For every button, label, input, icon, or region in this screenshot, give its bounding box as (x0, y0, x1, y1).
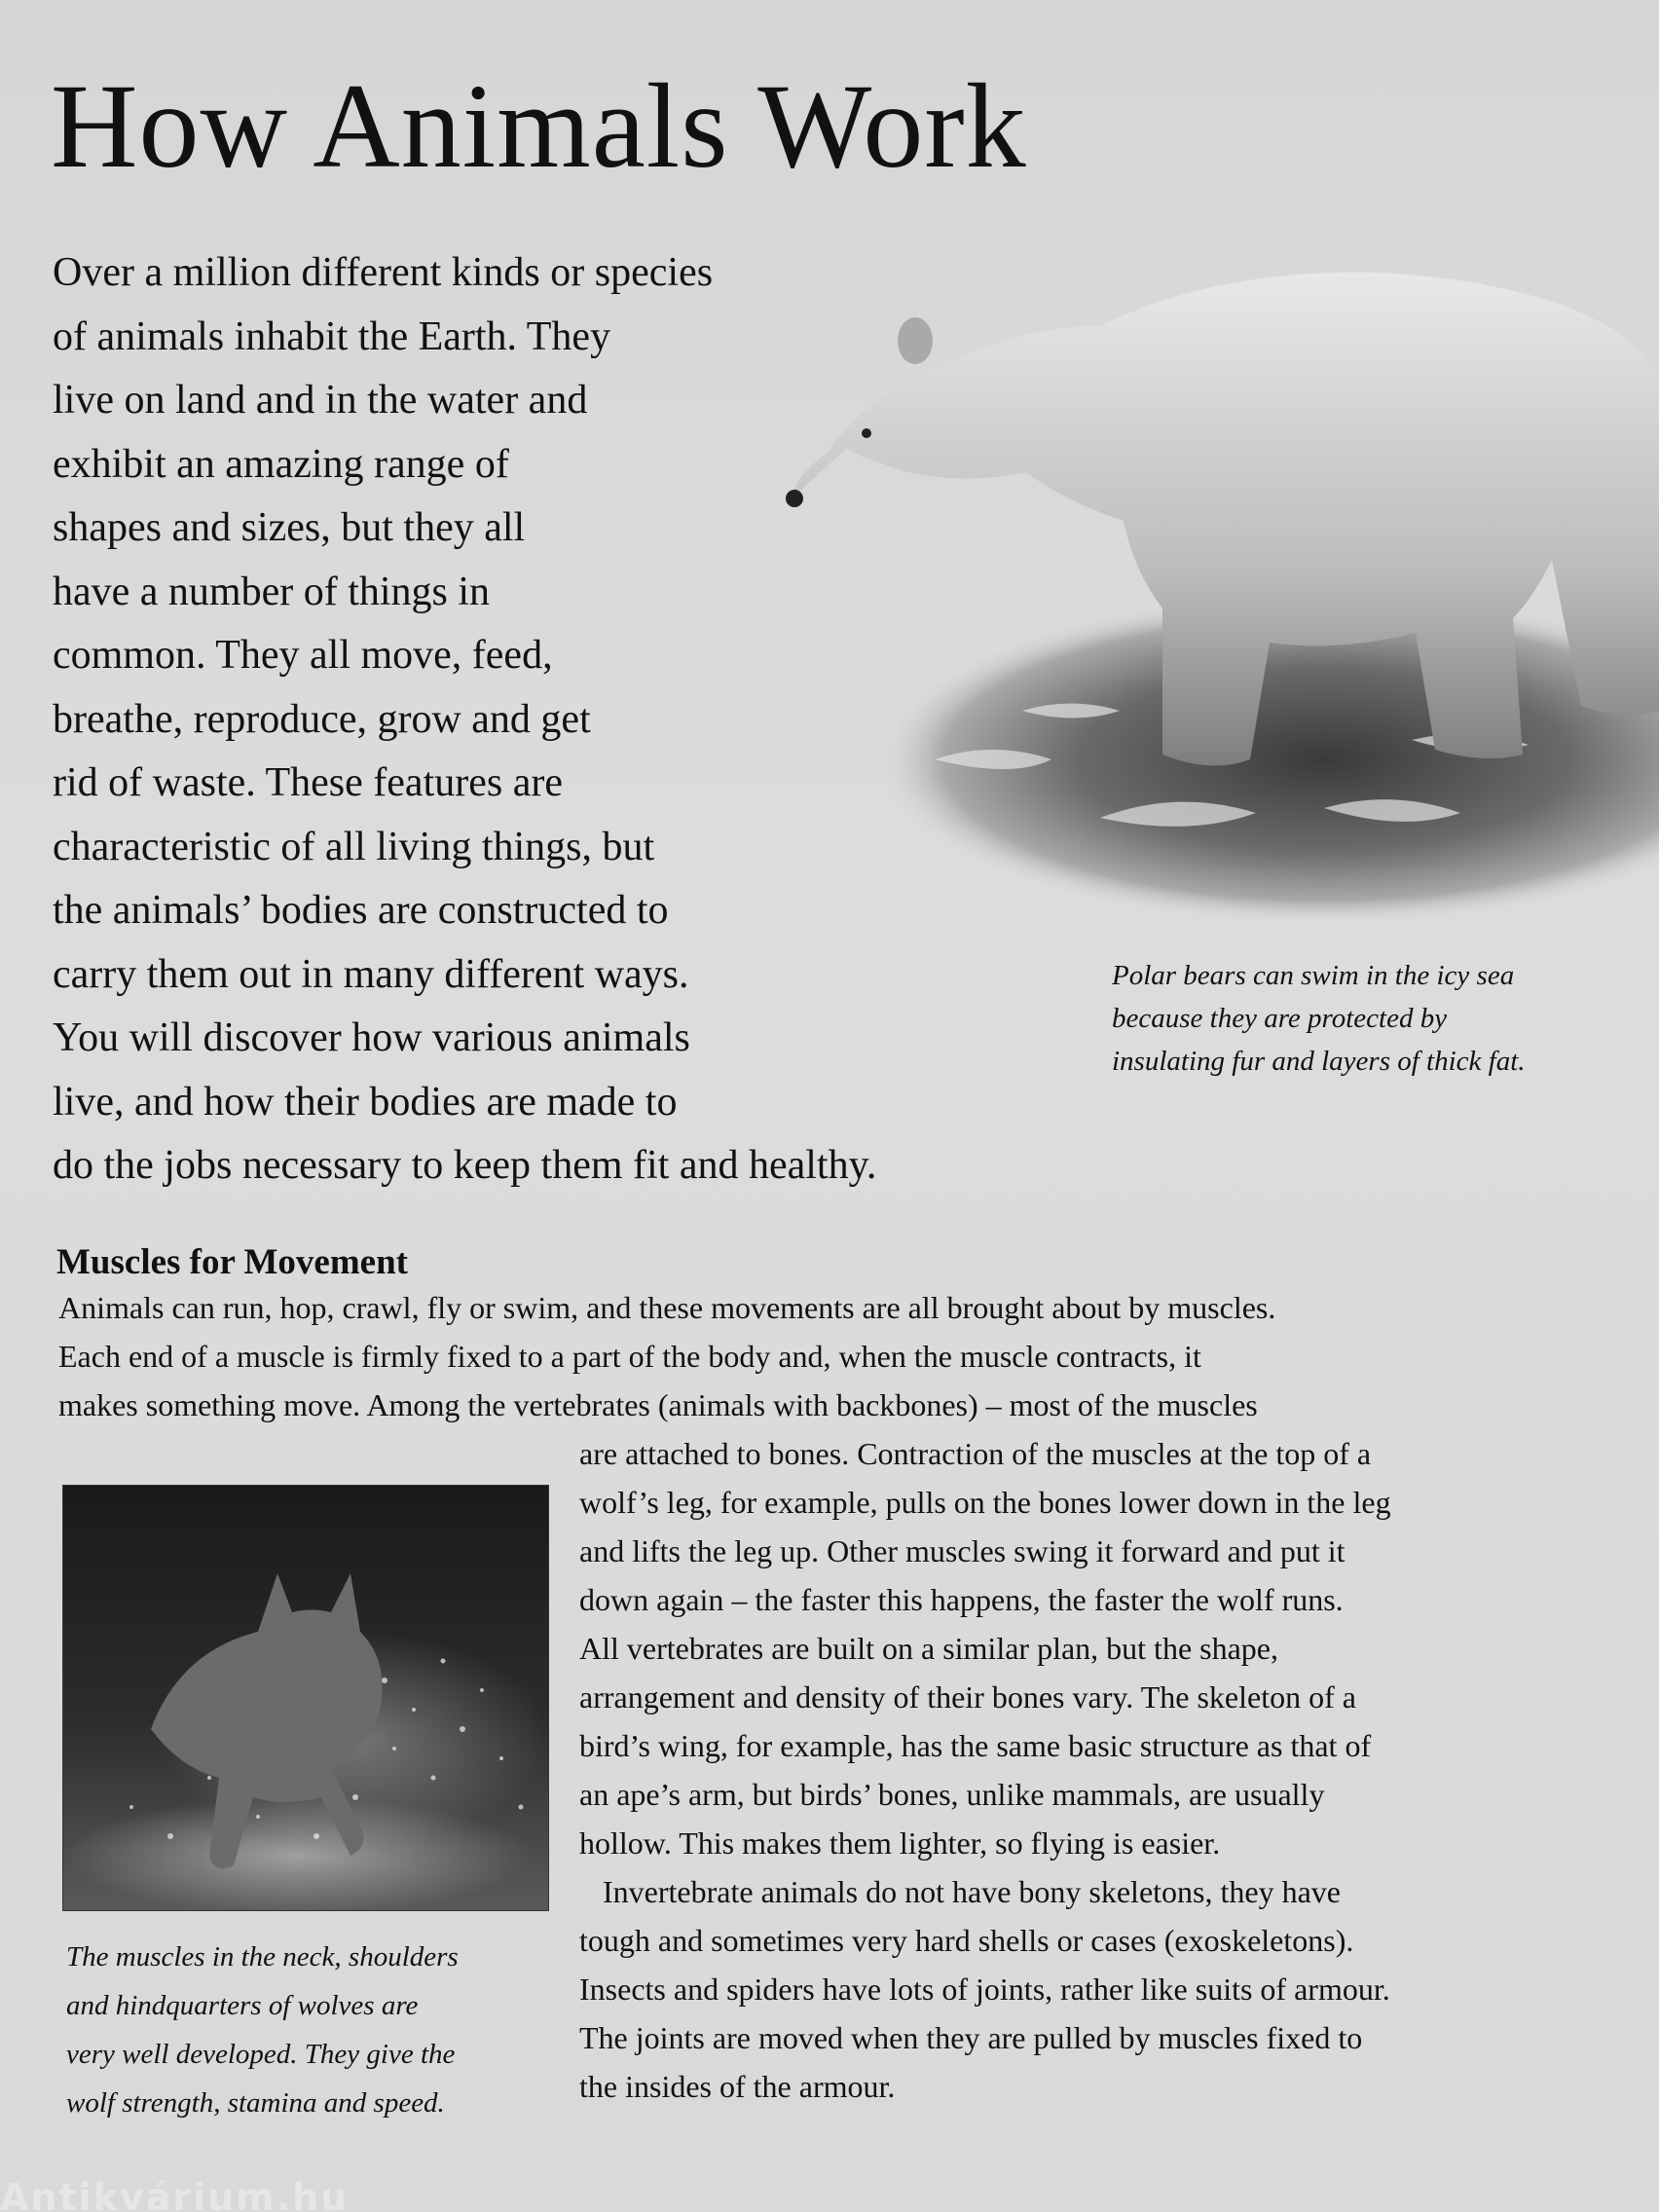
wolf-photo (62, 1485, 549, 1911)
intro-line: of animals inhabit the Earth. They (53, 313, 611, 359)
body-line: tough and sometimes very hard shells or cases (exoskeletons). (579, 1923, 1354, 1958)
intro-line: live, and how their bodies are made to (53, 1079, 678, 1124)
body-line: The joints are moved when they are pulled by muscles fixed to (579, 2020, 1363, 2055)
muscles-paragraph-full-width (58, 1283, 1616, 1429)
polar-bear-photo (779, 136, 1659, 935)
caption-line: The muscles in the neck, shoulders (66, 1941, 459, 1972)
caption-line: and hindquarters of wolves are (66, 1990, 419, 2021)
intro-line: do the jobs necessary to keep them fit and healthy. (53, 1143, 877, 1188)
caption-line: very well developed. They give the (66, 2039, 456, 2070)
body-line: Animals can run, hop, crawl, fly or swim, and these movements are all brought about by muscles. (58, 1290, 1276, 1325)
caption-line: insulating fur and layers of thick fat. (1112, 1046, 1526, 1077)
body-line: an ape’s arm, but birds’ bones, unlike mammals, are usually (579, 1777, 1325, 1812)
caption-line: wolf strength, stamina and speed. (66, 2087, 445, 2119)
intro-line: rid of waste. These features are (53, 760, 563, 805)
body-line: Invertebrate animals do not have bony skeletons, they have (579, 1874, 1341, 1909)
muscles-paragraph-right-column (579, 1429, 1631, 2111)
wolf-caption (66, 1933, 572, 2127)
intro-line: live on land and in the water and (53, 378, 588, 423)
body-line: makes something move. Among the vertebrates (animals with backbones) – most of the muscles (58, 1387, 1258, 1422)
intro-line: carry them out in many different ways. (53, 951, 689, 997)
polar-bear-caption (1112, 954, 1618, 1083)
page-title: How Animals Work (51, 59, 1027, 193)
body-line: Insects and spiders have lots of joints, rather like suits of armour. (579, 1972, 1390, 2007)
body-line: All vertebrates are built on a similar plan, but the shape, (579, 1631, 1278, 1666)
intro-line: shapes and sizes, but they all (53, 505, 526, 550)
body-line: and lifts the leg up. Other muscles swing it forward and put it (579, 1533, 1346, 1568)
caption-line: Polar bears can swim in the icy sea (1112, 960, 1515, 991)
intro-line: Over a million different kinds or species (53, 250, 714, 295)
body-line: bird’s wing, for example, has the same basic structure as that of (579, 1728, 1372, 1763)
body-line: hollow. This makes them lighter, so flying is easier. (579, 1825, 1221, 1861)
body-line: wolf’s leg, for example, pulls on the bones lower down in the leg (579, 1485, 1391, 1520)
intro-line: You will discover how various animals (53, 1015, 690, 1060)
intro-line: characteristic of all living things, but (53, 824, 655, 869)
body-line: are attached to bones. Contraction of the muscles at the top of a (579, 1436, 1372, 1471)
body-line: Each end of a muscle is firmly fixed to a part of the body and, when the muscle contracts, it (58, 1339, 1201, 1374)
intro-line: have a number of things in (53, 569, 491, 614)
caption-line: because they are protected by (1112, 1003, 1448, 1034)
body-line: arrangement and density of their bones vary. The skeleton of a (579, 1679, 1356, 1714)
section-heading: Muscles for Movement (56, 1242, 408, 1282)
watermark: Antikvárium.hu (0, 2179, 350, 2212)
body-line: down again – the faster this happens, the faster the wolf runs. (579, 1582, 1344, 1617)
intro-line: breathe, reproduce, grow and get (53, 696, 591, 742)
intro-line: common. They all move, feed, (53, 633, 553, 678)
intro-line: exhibit an amazing range of (53, 441, 509, 487)
body-line: the insides of the armour. (579, 2069, 896, 2104)
intro-line: the animals’ bodies are constructed to (53, 888, 669, 933)
